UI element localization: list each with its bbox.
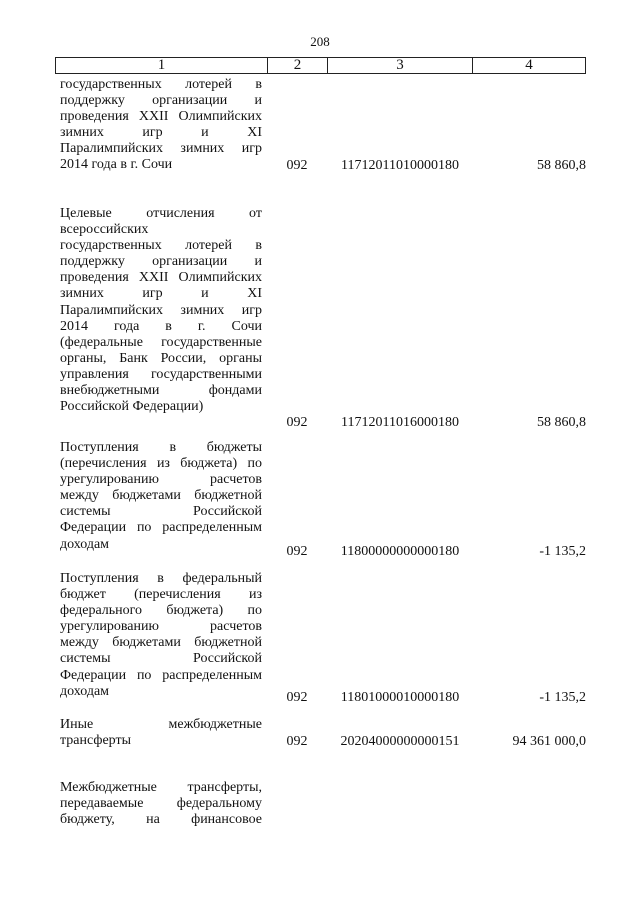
header-col-1: 1 <box>56 58 268 73</box>
text-line: управления государственными <box>60 366 262 382</box>
row-amount: -1 135,2 <box>539 690 586 705</box>
row-kbk: 11800000000000180 <box>340 544 460 559</box>
text-line: системы Российской <box>60 504 262 520</box>
row-description <box>60 780 262 828</box>
text-line: Паралимпийских зимних игр <box>60 302 262 318</box>
text-line: поддержку организации и <box>60 93 262 109</box>
text-line: урегулированию расчетов <box>60 619 262 635</box>
row-amount: -1 135,2 <box>539 544 586 559</box>
text-line: Федерации по распределенным <box>60 667 262 683</box>
text-line: (перечисления из бюджета) по <box>60 456 262 472</box>
row-code: 092 <box>286 690 308 705</box>
row-description <box>60 571 262 700</box>
text-line: поддержку организации и <box>60 254 262 270</box>
page-number: 208 <box>310 34 330 49</box>
row-code: 092 <box>286 415 308 430</box>
text-line: системы Российской <box>60 651 262 667</box>
text-line: 2014 года в г. Сочи <box>60 318 262 334</box>
row-description <box>60 77 262 174</box>
text-line: зимних игр и XI <box>60 125 262 141</box>
text-line: передаваемые федеральному <box>60 796 262 812</box>
row-kbk: 11712011016000180 <box>341 415 459 430</box>
header-col-4: 4 <box>525 57 533 73</box>
text-line: между бюджетами бюджетной <box>60 488 262 504</box>
header-col-2: 2 <box>268 58 328 73</box>
text-line: проведения XXII Олимпийских <box>60 270 262 286</box>
row-description <box>60 717 262 749</box>
text-line: зимних игр и XI <box>60 286 262 302</box>
text-line: федерального бюджета) по <box>60 603 262 619</box>
text-line: проведения XXII Олимпийских <box>60 109 262 125</box>
row-kbk: 11801000010000180 <box>340 690 460 705</box>
row-kbk: 11712011010000180 <box>341 158 459 173</box>
row-code: 092 <box>286 158 308 173</box>
header-col-3: 3 <box>328 58 473 73</box>
text-line: Федерации по распределенным <box>60 520 262 536</box>
text-line: всероссийских <box>60 222 149 238</box>
text-line: 2014 года в г. Сочи <box>60 157 173 173</box>
text-line: бюджету, на финансовое <box>60 812 262 828</box>
text-line: внебюджетными фондами <box>60 383 262 399</box>
text-line: Паралимпийских зимних игр <box>60 141 262 157</box>
text-line: Межбюджетные трансферты, <box>60 780 262 795</box>
row-code: 092 <box>286 734 308 749</box>
text-line: Российской Федерации) <box>60 399 204 415</box>
row-description <box>60 440 262 553</box>
row-amount: 94 361 000,0 <box>512 734 586 749</box>
row-kbk: 20204000000000151 <box>340 734 460 749</box>
table-header <box>55 57 586 74</box>
text-line: государственных лотерей в <box>60 238 262 254</box>
text-line: Целевые отчисления от <box>60 206 262 221</box>
row-code: 092 <box>286 544 308 559</box>
text-line: Иные межбюджетные <box>60 717 262 732</box>
text-line: государственных лотерей в <box>60 77 262 92</box>
text-line: (федеральные государственные <box>60 334 262 350</box>
text-line: доходам <box>60 683 110 699</box>
text-line: Поступления в бюджеты <box>60 440 262 455</box>
text-line: между бюджетами бюджетной <box>60 635 262 651</box>
row-amount: 58 860,8 <box>537 158 586 173</box>
text-line: трансферты <box>60 733 132 749</box>
text-line: доходам <box>60 536 110 552</box>
row-description <box>60 206 262 415</box>
text-line: Поступления в федеральный <box>60 571 262 586</box>
text-line: бюджет (перечисления из <box>60 587 262 603</box>
text-line: органы, Банк России, органы <box>60 350 262 366</box>
row-amount: 58 860,8 <box>537 415 586 430</box>
text-line: урегулированию расчетов <box>60 472 262 488</box>
